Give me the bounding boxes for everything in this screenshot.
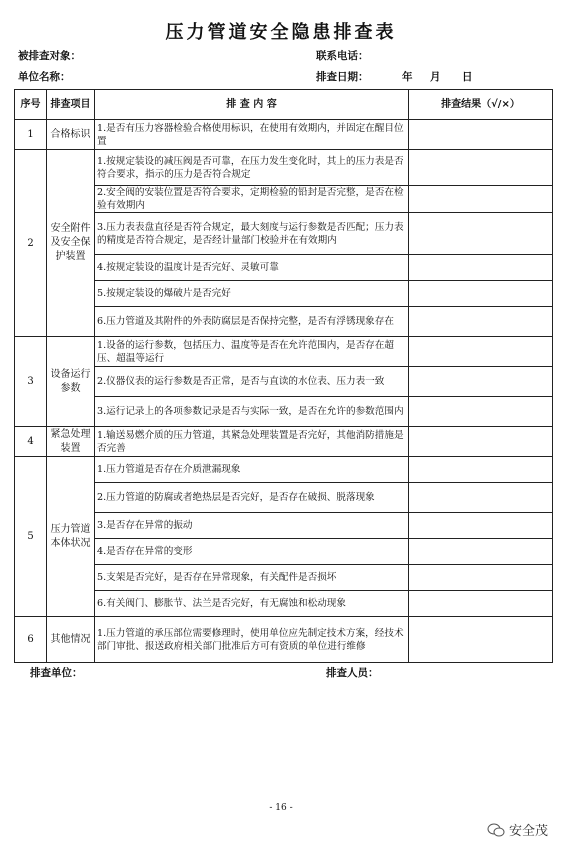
- inspection-content: 1.压力管道是否存在介质泄漏现象: [95, 457, 409, 483]
- result-cell[interactable]: [409, 186, 553, 213]
- col-header-content: 排 查 内 容: [95, 90, 409, 120]
- inspection-content: 3.运行记录上的各项参数记录是否与实际一致，是否在允许的参数范围内: [95, 397, 409, 427]
- wechat-icon: [487, 823, 505, 837]
- result-cell[interactable]: [409, 591, 553, 617]
- table-row: [15, 427, 553, 457]
- table-row: [15, 367, 553, 397]
- result-cell[interactable]: [409, 457, 553, 483]
- row-number: 5: [15, 457, 47, 617]
- inspection-category: 压力管道本体状况: [47, 457, 95, 617]
- result-cell[interactable]: [409, 483, 553, 513]
- inspection-content: 4.是否存在异常的变形: [95, 539, 409, 565]
- result-cell[interactable]: [409, 307, 553, 337]
- table-row: [15, 281, 553, 307]
- table-row: [15, 186, 553, 213]
- inspection-category: 紧急处理装置: [47, 427, 95, 457]
- col-header-no: 序号: [15, 90, 47, 120]
- inspection-content: 2.安全阀的安装位置是否符合要求，定期检验的铅封是否完整，是否在检验有效期内: [95, 186, 409, 213]
- table-header-row: [15, 90, 553, 120]
- inspected-object-label: 被排查对象：: [18, 50, 81, 62]
- result-cell[interactable]: [409, 367, 553, 397]
- table-row: [15, 565, 553, 591]
- footer-unit-label: 排查单位：: [30, 667, 83, 679]
- result-cell[interactable]: [409, 617, 553, 663]
- day-label: 日: [462, 71, 473, 83]
- inspection-content: 6.压力管道及其附件的外表防腐层是否保持完整，是否有浮锈现象存在: [95, 307, 409, 337]
- table-row: [15, 337, 553, 367]
- table-row: [15, 397, 553, 427]
- inspection-content: 5.按规定装设的爆破片是否完好: [95, 281, 409, 307]
- inspection-category: 合格标识: [47, 120, 95, 150]
- page-number: - 16 -: [269, 803, 293, 813]
- unit-name-label: 单位名称：: [18, 71, 71, 83]
- inspection-content: 3.压力表表盘直径是否符合规定，最大刻度与运行参数是否匹配；压力表的精度是否符合规定，是否经计量部门校验并在有效期内: [95, 213, 409, 255]
- table-row: [15, 539, 553, 565]
- table-row: [15, 617, 553, 663]
- row-number: 1: [15, 120, 47, 150]
- year-label: 年: [402, 71, 413, 83]
- footer-person-label: 排查人员：: [326, 667, 379, 679]
- row-number: 4: [15, 427, 47, 457]
- inspection-content: 1.是否有压力容器检验合格使用标识，在使用有效期内，并固定在醒目位置: [95, 120, 409, 150]
- inspection-content: 6.有关阀门、膨胀节、法兰是否完好，有无腐蚀和松动现象: [95, 591, 409, 617]
- watermark-text: 安全茂: [508, 824, 548, 839]
- month-label: 月: [430, 71, 441, 83]
- result-cell[interactable]: [409, 120, 553, 150]
- table-row: [15, 457, 553, 483]
- row-number: 6: [15, 617, 47, 663]
- inspection-content: 2.压力管道的防腐或者绝热层是否完好，是否存在破损、脱落现象: [95, 483, 409, 513]
- inspection-table: [14, 89, 553, 663]
- inspection-date-label: 排查日期：: [316, 71, 369, 83]
- inspection-category: 其他情况: [47, 617, 95, 663]
- watermark: [487, 820, 548, 839]
- inspection-content: 4.按规定装设的温度计是否完好、灵敏可靠: [95, 255, 409, 281]
- inspection-content: 1.输送易燃介质的压力管道，其紧急处理装置是否完好，其他消防措施是否完善: [95, 427, 409, 457]
- result-cell[interactable]: [409, 539, 553, 565]
- table-row: [15, 255, 553, 281]
- result-cell[interactable]: [409, 513, 553, 539]
- row-number: 2: [15, 150, 47, 337]
- table-row: [15, 483, 553, 513]
- inspection-content: 2.仪器仪表的运行参数是否正常，是否与直读的水位表、压力表一致: [95, 367, 409, 397]
- table-row: [15, 513, 553, 539]
- result-cell[interactable]: [409, 337, 553, 367]
- table-row: [15, 591, 553, 617]
- result-cell[interactable]: [409, 397, 553, 427]
- table-row: [15, 307, 553, 337]
- phone-label: 联系电话：: [316, 50, 369, 62]
- table-row: [15, 150, 553, 186]
- row-number: 3: [15, 337, 47, 427]
- col-header-category: 排查项目: [47, 90, 95, 120]
- result-cell[interactable]: [409, 281, 553, 307]
- result-cell[interactable]: [409, 255, 553, 281]
- inspection-category: 安全附件及安全保护装置: [47, 150, 95, 337]
- result-cell[interactable]: [409, 427, 553, 457]
- result-cell[interactable]: [409, 150, 553, 186]
- table-row: [15, 213, 553, 255]
- inspection-content: 1.压力管道的承压部位需要修理时，使用单位应先制定技术方案，经技术部门审批、报送政府相关部门批准后方可有资质的单位进行维修: [95, 617, 409, 663]
- result-cell[interactable]: [409, 213, 553, 255]
- inspection-content: 1.按规定装设的减压阀是否可靠，在压力发生变化时，其上的压力表是否符合要求，指示的压力是否符合规定: [95, 150, 409, 186]
- page-title: 压力管道安全隐患排查表: [165, 22, 397, 43]
- result-cell[interactable]: [409, 565, 553, 591]
- inspection-content: 5.支架是否完好，是否存在异常现象，有关配件是否损坏: [95, 565, 409, 591]
- inspection-content: 3.是否存在异常的振动: [95, 513, 409, 539]
- col-header-result: 排查结果（√/×）: [409, 90, 553, 120]
- table-row: [15, 120, 553, 150]
- inspection-category: 设备运行参数: [47, 337, 95, 427]
- inspection-content: 1.设备的运行参数，包括压力、温度等是否在允许范围内，是否存在超压、超温等运行: [95, 337, 409, 367]
